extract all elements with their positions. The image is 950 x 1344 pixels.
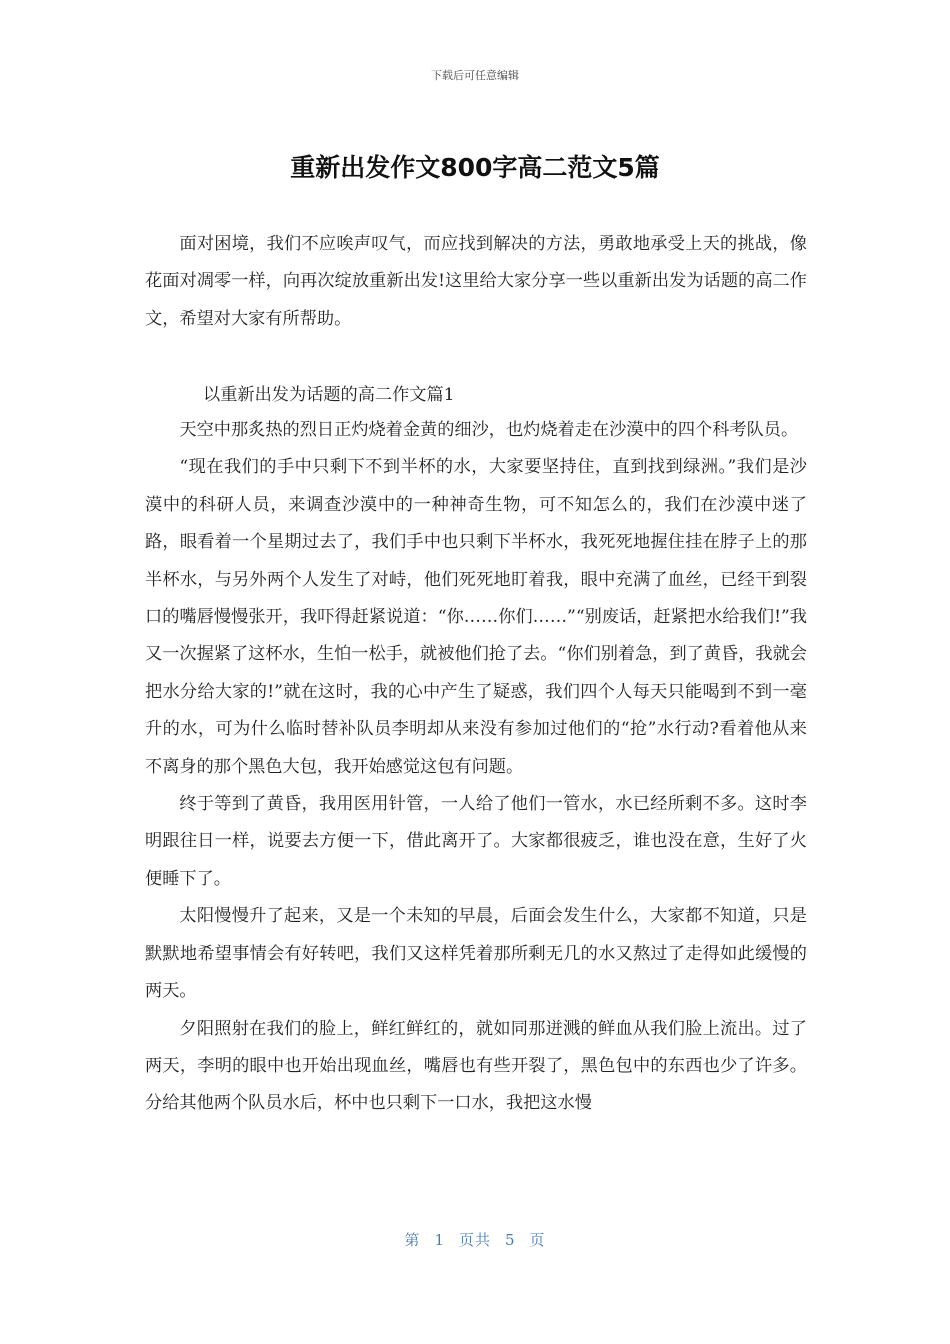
paragraph: 天空中那炙热的烈日正灼烧着金黄的细沙，也灼烧着走在沙漠中的四个科考队员。: [179, 420, 799, 440]
footer-suffix: 页: [529, 1231, 546, 1249]
footer-page-number: 1: [434, 1231, 445, 1249]
section-heading: 以重新出发为话题的高二作文篇1: [203, 385, 455, 405]
essay-body: [145, 412, 807, 1123]
paragraph: 太阳慢慢升了起来，又是一个未知的早晨，后面会发生什么，大家都不知道，只是默默地希望事情会有好转吧，我们又这样凭着那所剩无几的水又熬过了走得如此缓慢的两天。: [145, 906, 807, 1002]
page-footer: [0, 1229, 950, 1250]
paragraph: 夕阳照射在我们的脸上，鲜红鲜红的，就如同那迸溅的鲜血从我们脸上流出。过了两天，李明的眼中也开始出现血丝，嘴唇也有些开裂了，黑色包中的东西也少了许多。分给其他两个队员水后，杯中也只剩下一口水，我把这水慢: [145, 1018, 807, 1114]
footer-middle: 页共: [458, 1231, 491, 1249]
header-note: 下载后可任意编辑: [431, 69, 519, 82]
intro-section: [145, 226, 807, 338]
footer-total-pages: 5: [505, 1231, 516, 1249]
paragraph: 终于等到了黄昏，我用医用针管，一人给了他们一管水，水已经所剩不多。这时李明跟往日一样，说要去方便一下，借此离开了。大家都很疲乏，谁也没在意，生好了火便睡下了。: [145, 794, 807, 889]
document-title: 重新出发作文800字高二范文5篇: [290, 153, 660, 182]
footer-prefix: 第: [404, 1231, 421, 1249]
paragraph: “现在我们的手中只剩下不到半杯的水，大家要坚持住，直到找到绿洲。”我们是沙漠中的科研人员，来调查沙漠中的一种神奇生物，可不知怎么的，我们在沙漠中迷了路，眼看着一个星期过去了，我们手中也只剩下半杯水，我死死地握住挂在脖子上的那半杯水，与另外两个人发生了对峙，他们死死地盯着我，眼中充满了血丝，已经干到裂口的嘴唇慢慢张开，我吓得赶紧说道：“你……你们……”“别废话，赶紧把水给我们!”我又一次握紧了这杯水，生怕一松手，就被他们抢了去。“你们别着急，到了黄昏，我就会把水分给大家的!”就在这时，我的心中产生了疑惑，我们四个人每天只能喝到不到一毫升的水，可为什么临时替补队员李明却从来没有参加过他们的“抢”水行动?看着他从来不离身的那个黑色大包，我开始感觉这包有问题。: [145, 457, 807, 777]
intro-paragraph: 面对困境，我们不应唉声叹气，而应找到解决的方法，勇敢地承受上天的挑战，像花面对凋零一样，向再次绽放重新出发!这里给大家分享一些以重新出发为话题的高二作文，希望对大家有所帮助。: [145, 234, 807, 329]
